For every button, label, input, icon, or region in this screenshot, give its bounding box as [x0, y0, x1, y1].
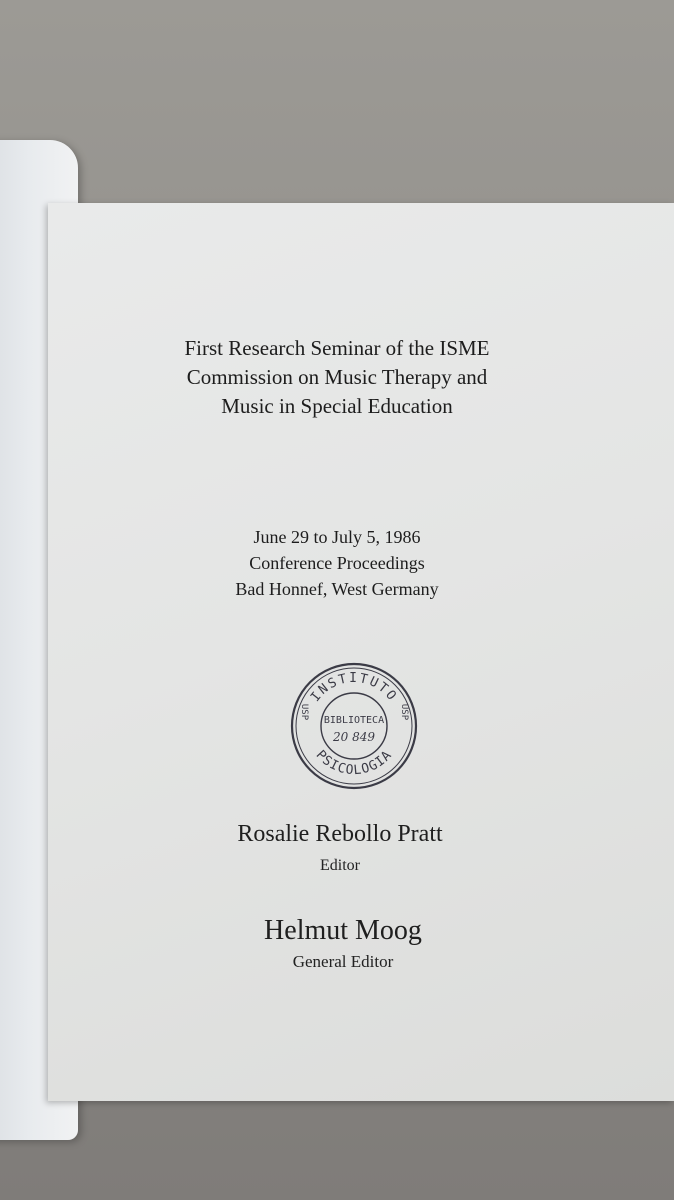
conference-details [0, 524, 674, 602]
library-stamp [288, 660, 420, 792]
svg-text:PSICOLOGIA [313, 748, 396, 778]
title-line: Music in Special Education [221, 394, 453, 418]
conference-dates: June 29 to July 5, 1986 [253, 527, 421, 547]
conference-type: Conference Proceedings [249, 553, 425, 573]
svg-text:INSTITUTO [308, 671, 400, 705]
title-line: Commission on Music Therapy and [186, 365, 488, 389]
general-editor-role: General Editor [292, 952, 394, 971]
general-editor-name: Helmut Moog [264, 915, 422, 946]
title-line: First Research Seminar of the ISME [184, 336, 490, 360]
stamp-accession-number: 20 849 [333, 730, 375, 744]
stamp-top-arc: INSTITUTO [308, 671, 400, 705]
seminar-title [0, 334, 674, 421]
editor-role: Editor [320, 857, 360, 874]
stamp-side-left: USP [299, 703, 309, 721]
library-stamp-graphic [288, 660, 420, 792]
conference-location: Bad Honnef, West Germany [235, 579, 439, 599]
stamp-bottom-arc: PSICOLOGIA [312, 747, 396, 779]
editor-name: Rosalie Rebollo Pratt [237, 821, 443, 847]
stamp-center-label: BIBLIOTECA [323, 715, 385, 726]
stamp-side-right: USP [399, 703, 409, 721]
